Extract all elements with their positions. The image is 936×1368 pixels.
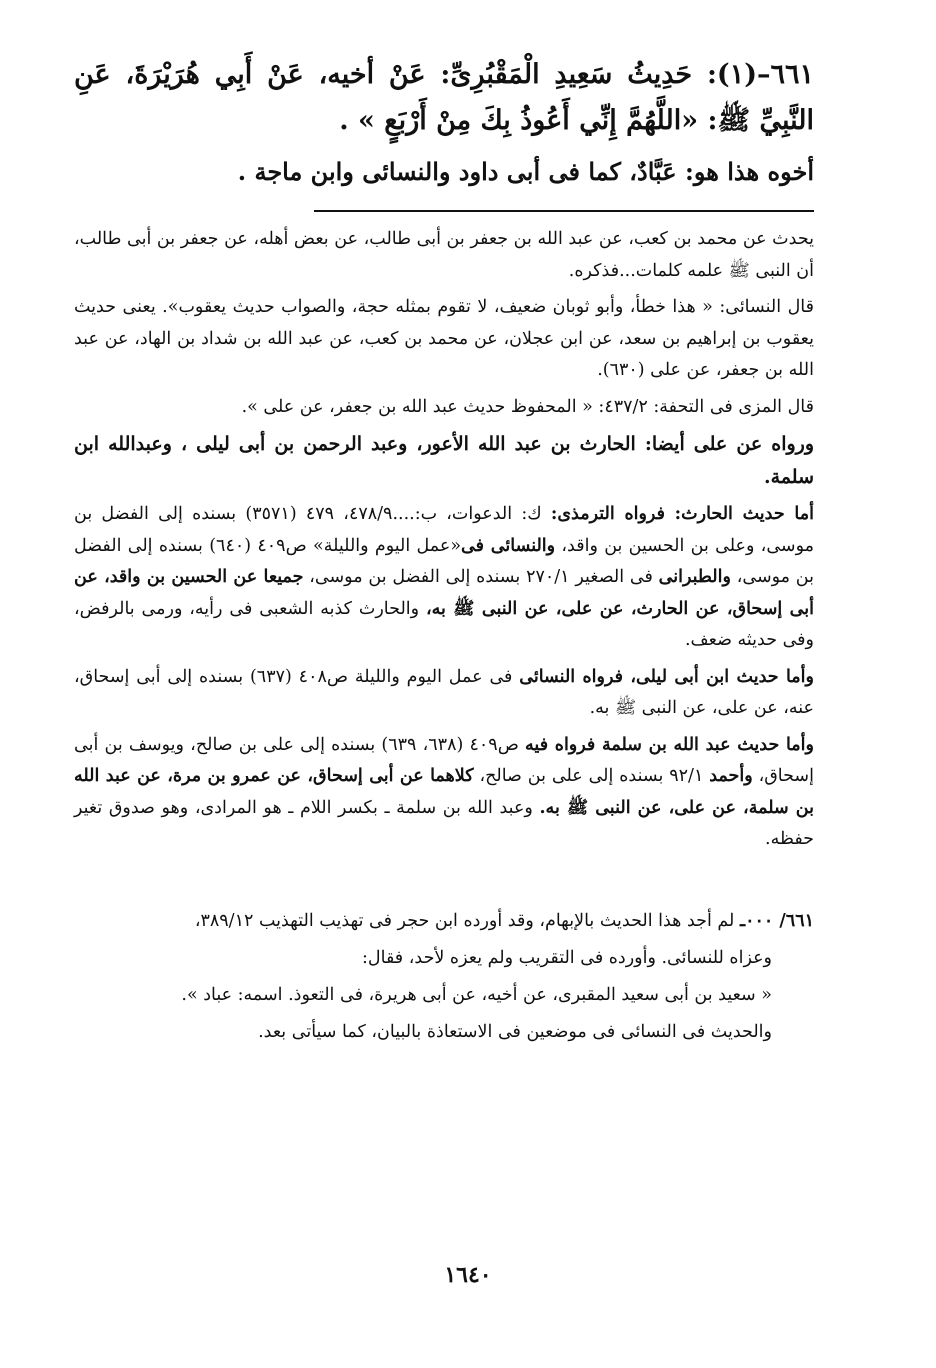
p5-bold-1: أما حديث الحارث: فرواه الترمذى: [550,504,814,524]
commentary-section [74,224,814,856]
p5-text-4: والحارث كذبه الشعبى فى رأيه، ورمى بالرفض، وفى حديثه ضعف. [74,598,814,650]
p7-text-3: وعبد الله بن سلمة ـ بكسر اللام ـ هو المرادى، وهو صدوق تغير حفظه. [74,797,814,849]
footnote-text-1: لم أجد هذا الحديث بالإبهام، وقد أورده ابن حجر فى تهذيب التهذيب ٣٨٩/١٢، [194,910,735,931]
brother-identification: أخوه هذا هو: عَبَّادٌ، كما فى أبى داود والنسائى وابن ماجة . [237,157,814,186]
p7-text-1: ص٤٠٩ (٦٣٨، ٦٣٩) بسنده إلى على بن صالح، ويوسف بن أبى إسحاق، [74,734,814,786]
commentary-paragraph-5 [74,499,814,657]
footnote-number: ٦٦١/ ٠٠٠ـ [739,910,814,931]
commentary-paragraph-7 [74,730,814,856]
footnote-line-4: والحديث فى النسائى فى موضعين فى الاستعاذة بالبيان، كما سيأتى بعد. [258,1021,772,1042]
p5-bold-2: والنسائى فى [461,535,556,556]
hadith-heading [74,52,814,144]
footnote-line-1 [74,905,814,938]
p6-bold-1: وأما حديث ابن أبى ليلى، فرواه النسائى [519,666,814,687]
p7-bold-2: وأحمد [709,766,753,786]
p5-text-2: «عمل اليوم والليلة» ص٤٠٩ (٦٤٠) بسنده إلى الفضل بن موسى، [74,535,814,587]
hadith-text: حَدِيثُ سَعِيدِ الْمَقْبُرِىِّ: عَنْ أخيه، عَنْ أَبِي هُرَيْرَةَ، عَنِ النَّبِيِّ ﷺ: «اللَّهُمَّ إِنِّي أَعُوذُ بِكَ مِنْ أَرْبَعٍ » . [74,59,814,136]
p7-bold-3: كلاهما عن أبى إسحاق، عن عمرو بن مرة، عن عبد الله بن سلمة، عن على، عن النبى ﷺ به. [74,766,814,818]
commentary-paragraph-6 [74,662,814,725]
p5-text-1: ك: الدعوات، ب:....٤٧٨/٩، ٤٧٩ (٣٥٧١) بسنده إلى الفضل بن موسى، وعلى بن الحسين بن واقد، [74,504,814,556]
commentary-paragraph-4: ورواه عن على أيضا: الحارث بن عبد الله الأعور، وعبد الرحمن بن أبى ليلى ، وعبدالله ابن سلمة. [74,433,814,488]
hadith-number: ٦٦١–(١): [706,59,814,90]
commentary-paragraph-3: قال المزى فى التحفة: ٤٣٧/٢: « المحفوظ حديث عبد الله بن جعفر، عن على ». [241,396,814,417]
footnote-line-2: وعزاه للنسائى. وأورده فى التقريب ولم يعزه لأحد، فقال: [362,947,772,968]
page-number: ١٦٤٠ [444,1262,492,1288]
p6-text-1: فى عمل اليوم والليلة ص٤٠٨ (٦٣٧) بسنده إلى أبى إسحاق، عنه، عن على، عن النبى ﷺ به. [74,666,814,718]
commentary-paragraph-2: قال النسائى: « هذا خطأ، وأبو ثوبان ضعيف، لا تقوم بمثله حجة، والصواب حديث يعقوب». يعنى حديث يعقوب بن إبراهيم بن سعد، عن ابن عجلان، عن محمد بن كعب، عن عبد الله بن شداد بن الهاد، عن عبد الله بن جعفر، عن على (٦٣٠). [74,297,814,380]
section-divider [314,210,814,212]
footnote-line-3: « سعيد بن أبى سعيد المقبرى، عن أخيه، عن أبى هريرة، فى التعوذ. اسمه: عباد ». [181,984,772,1005]
p5-bold-3: والطبرانى [658,567,731,587]
spacer [74,861,814,905]
p7-bold-1: وأما حديث عبد الله بن سلمة فرواه فيه [525,734,814,755]
p7-text-2: ٩٢/١ بسنده إلى على بن صالح، [479,766,704,786]
commentary-paragraph-1: يحدث عن محمد بن كعب، عن عبد الله بن جعفر بن أبى طالب، عن بعض أهله، عن جعفر بن أبى طالب، أن النبى ﷺ علمه كلمات...فذكره. [74,229,814,281]
p5-bold-4: جميعا عن الحسين بن واقد، عن أبى إسحاق، عن الحارث، عن على، عن النبى ﷺ به، [74,567,814,619]
p5-text-3: فى الصغير ٢٧٠/١ بسنده إلى الفضل بن موسى، [309,567,653,587]
footnote-section [74,905,814,1049]
